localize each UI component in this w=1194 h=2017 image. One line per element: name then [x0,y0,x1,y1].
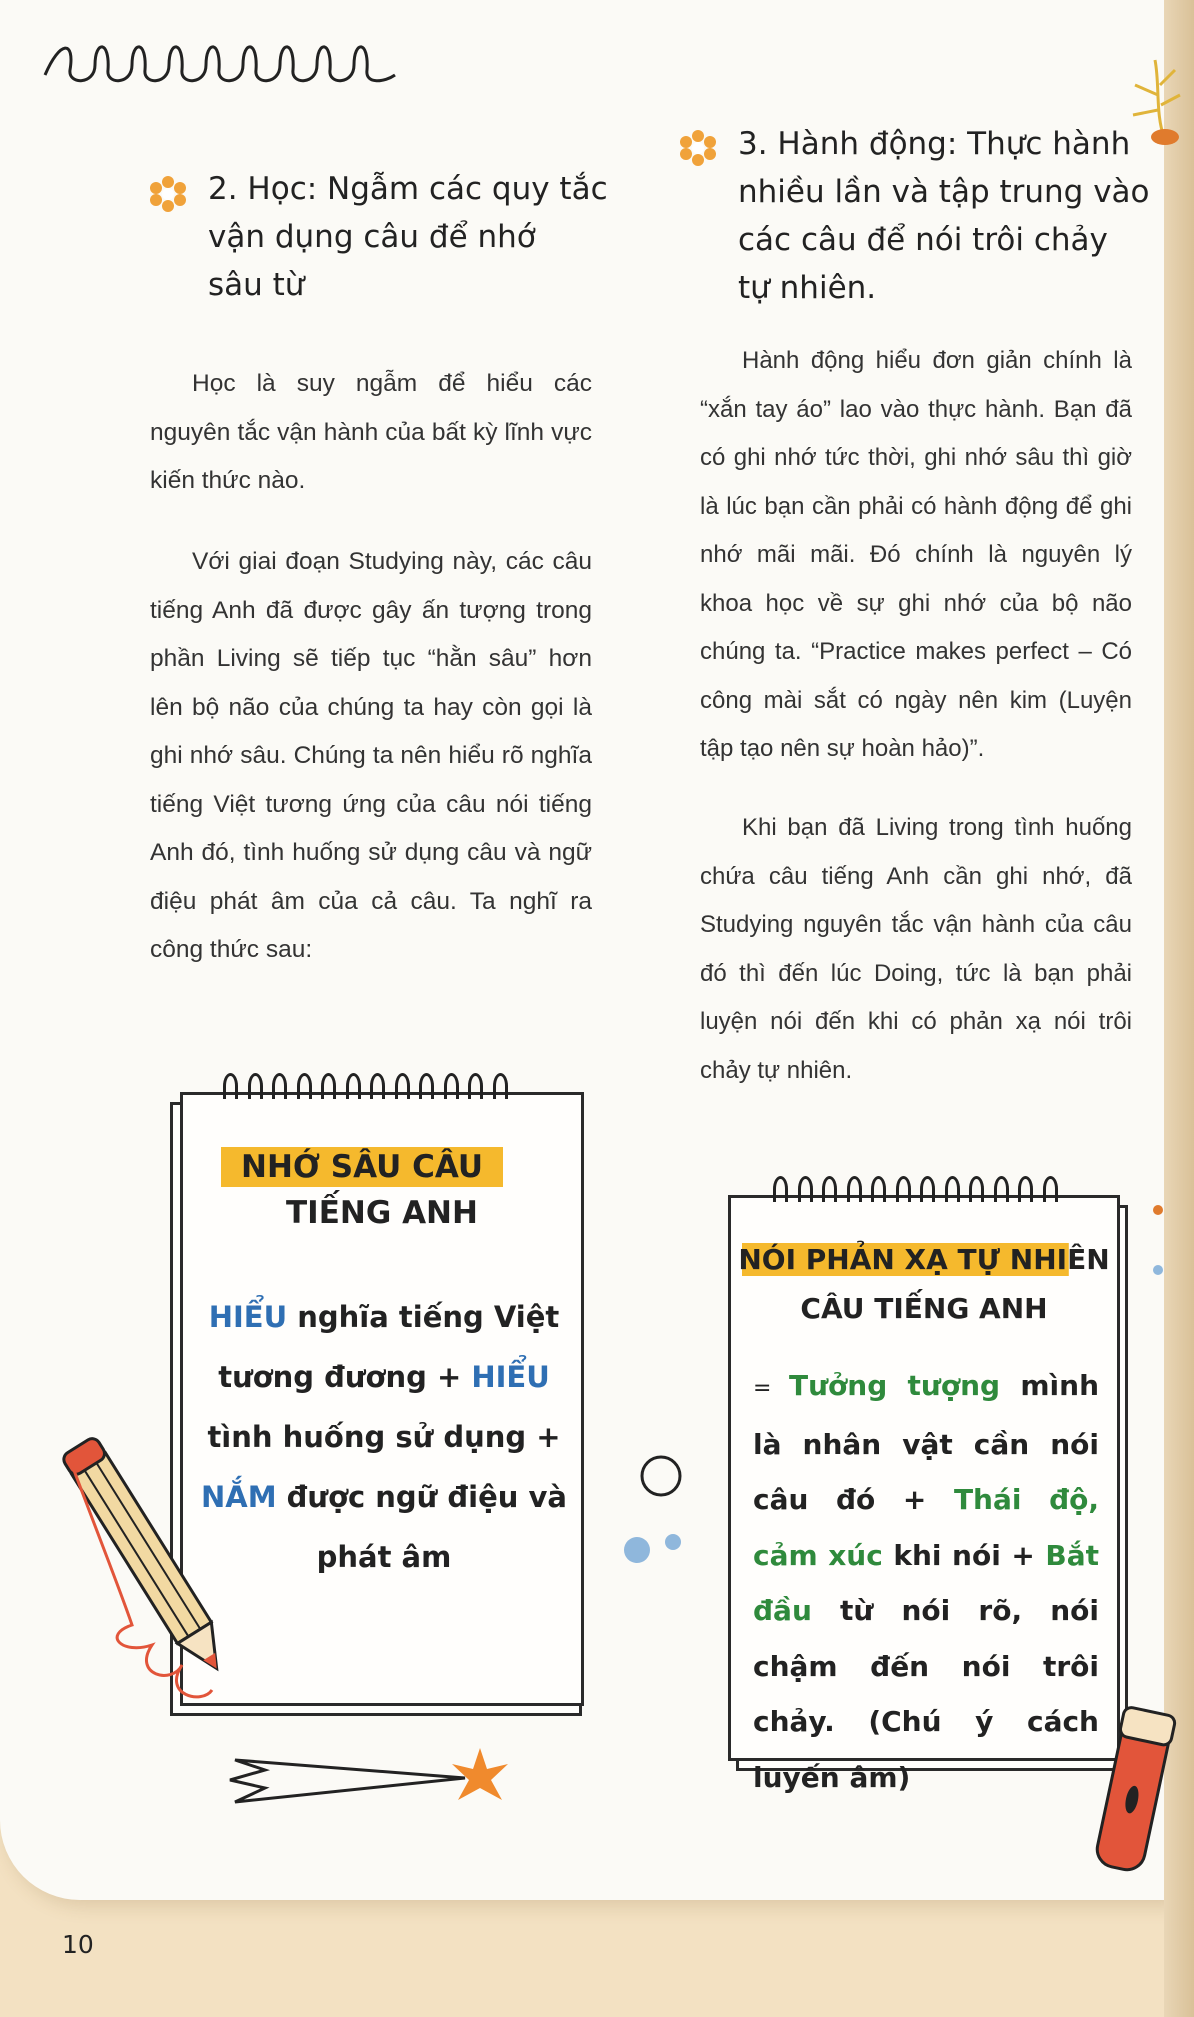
left-paragraph-1: Học là suy ngẫm để hiểu các nguyên tắc vận hành của bất kỳ lĩnh vực kiến thức nào. [150,370,592,494]
flower-bullet-icon [148,174,188,214]
page-number: 10 [62,1930,94,1959]
right-card-title-2: CÂU TIẾNG ANH [800,1292,1048,1325]
dots-decoration [615,1450,705,1570]
left-card-title-2: TIẾNG ANH [286,1195,478,1231]
shooting-star-icon [225,1740,525,1820]
squiggle-decoration [40,30,400,90]
right-note-card [728,1195,1120,1794]
left-card-body: HIỂU nghĩa tiếng Việt tương đương + HIỂU tình huống sử dụng + NẮM được ngữ điệu và phát âm [200,1300,568,1574]
flower-bullet-icon [678,128,718,168]
right-paragraph-2: Khi bạn đã Living trong tình huống chứa câu tiếng Anh cần ghi nhớ, đã Studying nguyên tắc vận hành của câu đó thì đến lúc Doing, tức là bạn phải luyện nói đến khi có phản xạ nói trôi chảy tự nhiên. [700,814,1132,1084]
pen-cap-icon [1090,1700,1180,1880]
spiral-rings [773,1176,1067,1202]
right-card-body: = Tưởng tượng mình là nhân vật cần nói câu đó + Thái độ, cảm xúc khi nói + Bắt đầu từ nói rõ, nói chậm đến nói trôi chảy. (Chú ý cách luyến âm) [753,1369,1099,1794]
right-card-title-1: NÓI PHẢN XẠ TỰ NHIÊN [731,1240,1117,1280]
left-paragraph-2: Với giai đoạn Studying này, các câu tiếng Anh đã được gây ấn tượng trong phần Living sẽ tiếp tục “hằn sâu” hơn lên bộ não của chúng ta hay còn gọi là ghi nhớ sâu. Chúng ta nên hiểu rõ nghĩa tiếng Việt tương ứng của câu nói tiếng Anh đó, tình huống sử dụng câu và ngữ điệu phát âm của cả câu. Ta nghĩ ra công thức sau: [150,548,592,963]
left-heading: 2. Học: Ngẫm các quy tắc vận dụng câu để nhớ sâu từ [208,171,608,303]
margin-dots [1148,1198,1168,1278]
right-heading: 3. Hành động: Thực hành nhiều lần và tập trung vào các câu để nói trôi chảy tự nhiên. [738,126,1150,306]
right-paragraph-1: Hành động hiểu đơn giản chính là “xắn tay áo” lao vào thực hành. Bạn đã có ghi nhớ tức thời, ghi nhớ sâu thì giờ là lúc bạn cần phải có hành động để ghi nhớ mãi mãi. Đó chính là nguyên lý khoa học về sự ghi nhớ của bộ não chúng ta. “Practice makes perfect – Có công mài sắt có ngày nên kim (Luyện tập tạo nên sự hoàn hảo)”. [700,347,1132,762]
pencil-icon [62,1425,242,1715]
spiral-rings [223,1073,517,1099]
left-card-title-1: NHỚ SÂU CÂU [221,1147,503,1187]
